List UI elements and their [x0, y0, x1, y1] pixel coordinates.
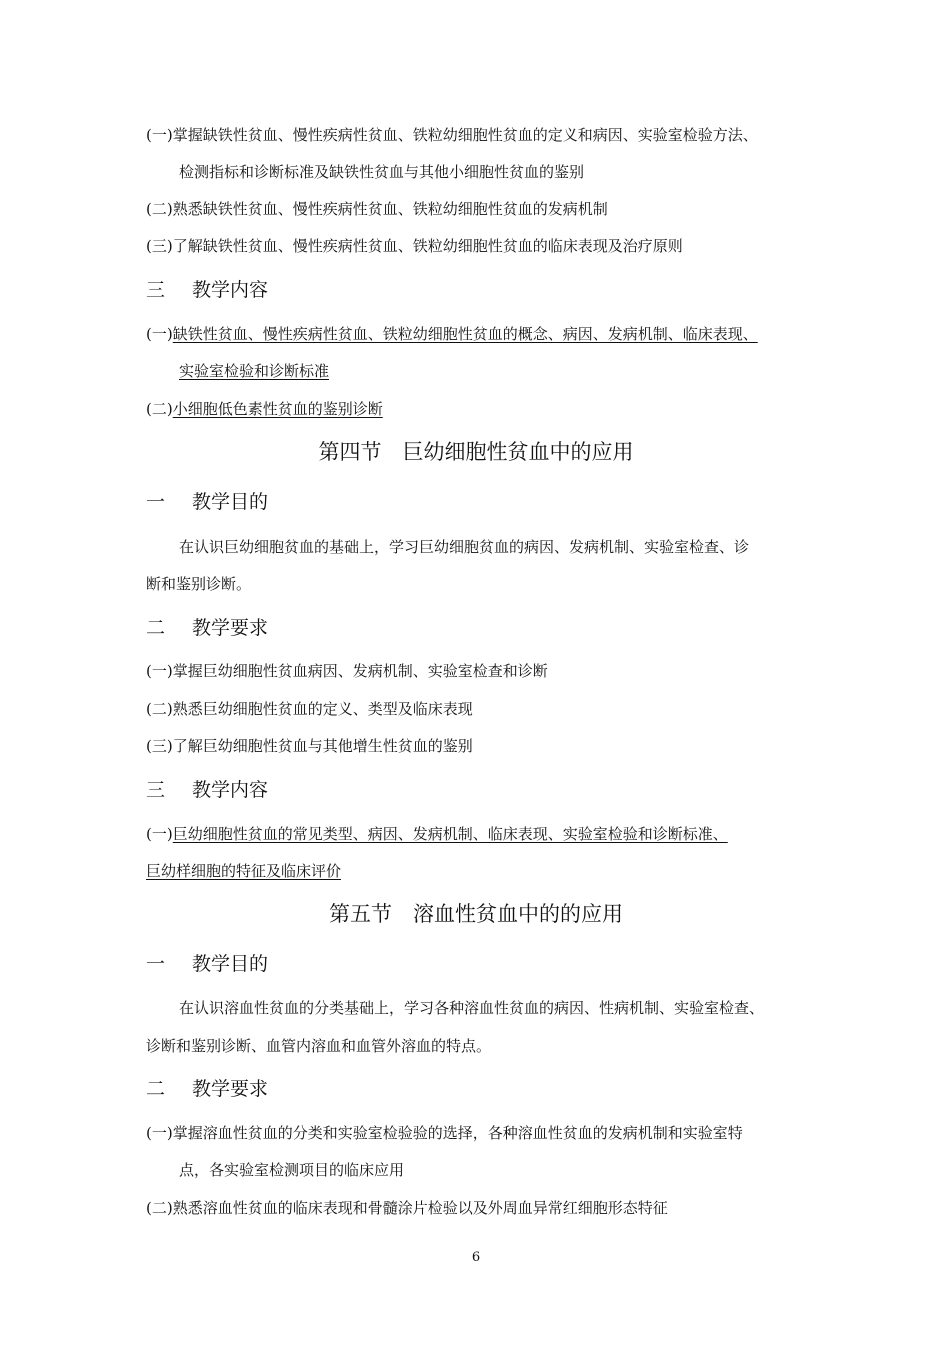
req-item-2: (二)熟悉缺铁性贫血、慢性疾病性贫血、铁粒幼细胞性贫血的发病机制 [146, 200, 608, 218]
purpose-heading: 一 教学目的 [146, 953, 269, 975]
page-number: 6 [471, 1250, 481, 1265]
req-item-2: (二)熟悉溶血性贫血的临床表现和骨髓涂片检验以及外周血异常红细胞形态特征 [146, 1199, 668, 1217]
purpose-text-cont: 诊断和鉴别诊断、血管内溶血和血管外溶血的特点。 [146, 1037, 492, 1055]
requirements-heading: 二 教学要求 [146, 1078, 269, 1100]
req-item-1: (一)掌握溶血性贫血的分类和实验室检验验的选择，各种溶血性贫血的发病机制和实验室特 [146, 1124, 743, 1142]
req-item-1: (一)掌握巨幼细胞性贫血病因、发病机制、实验室检查和诊断 [146, 662, 548, 680]
section-4-title: 第四节 巨幼细胞性贫血中的应用 [318, 440, 634, 464]
content-heading: 三 教学内容 [146, 779, 269, 801]
content-item-1-cont: 巨幼样细胞的特征及临床评价 [146, 862, 342, 880]
req-item-1-cont: 点，各实验室检测项目的临床应用 [179, 1161, 405, 1179]
purpose-text: 在认识溶血性贫血的分类基础上，学习各种溶血性贫血的病因、性病机制、实验室检查、 [179, 999, 765, 1017]
content-item-1: (一)巨幼细胞性贫血的常见类型、病因、发病机制、临床表现、实验室检验和诊断标准、 [146, 825, 728, 843]
req-item-2: (二)熟悉巨幼细胞性贫血的定义、类型及临床表现 [146, 700, 473, 718]
content-item-1: (一)缺铁性贫血、慢性疾病性贫血、铁粒幼细胞性贫血的概念、病因、发病机制、临床表现、 [146, 325, 758, 343]
purpose-text-cont: 断和鉴别诊断。 [146, 575, 252, 593]
section-5-title: 第五节 溶血性贫血中的的应用 [329, 902, 623, 926]
req-item-1-cont: 检测指标和诊断标准及缺铁性贫血与其他小细胞性贫血的鉴别 [179, 163, 585, 181]
purpose-text: 在认识巨幼细胞贫血的基础上，学习巨幼细胞贫血的病因、发病机制、实验室检查、诊 [179, 538, 750, 556]
content-heading: 三 教学内容 [146, 279, 269, 301]
content-item-2: (二)小细胞低色素性贫血的鉴别诊断 [146, 400, 383, 418]
purpose-heading: 一 教学目的 [146, 491, 269, 513]
req-item-3: (三)了解缺铁性贫血、慢性疾病性贫血、铁粒幼细胞性贫血的临床表现及治疗原则 [146, 237, 683, 255]
req-item-1: (一)掌握缺铁性贫血、慢性疾病性贫血、铁粒幼细胞性贫血的定义和病因、实验室检验方法、 [146, 126, 758, 144]
req-item-3: (三)了解巨幼细胞性贫血与其他增生性贫血的鉴别 [146, 737, 473, 755]
content-item-1-cont: 实验室检验和诊断标准 [179, 362, 330, 380]
requirements-heading: 二 教学要求 [146, 617, 269, 639]
